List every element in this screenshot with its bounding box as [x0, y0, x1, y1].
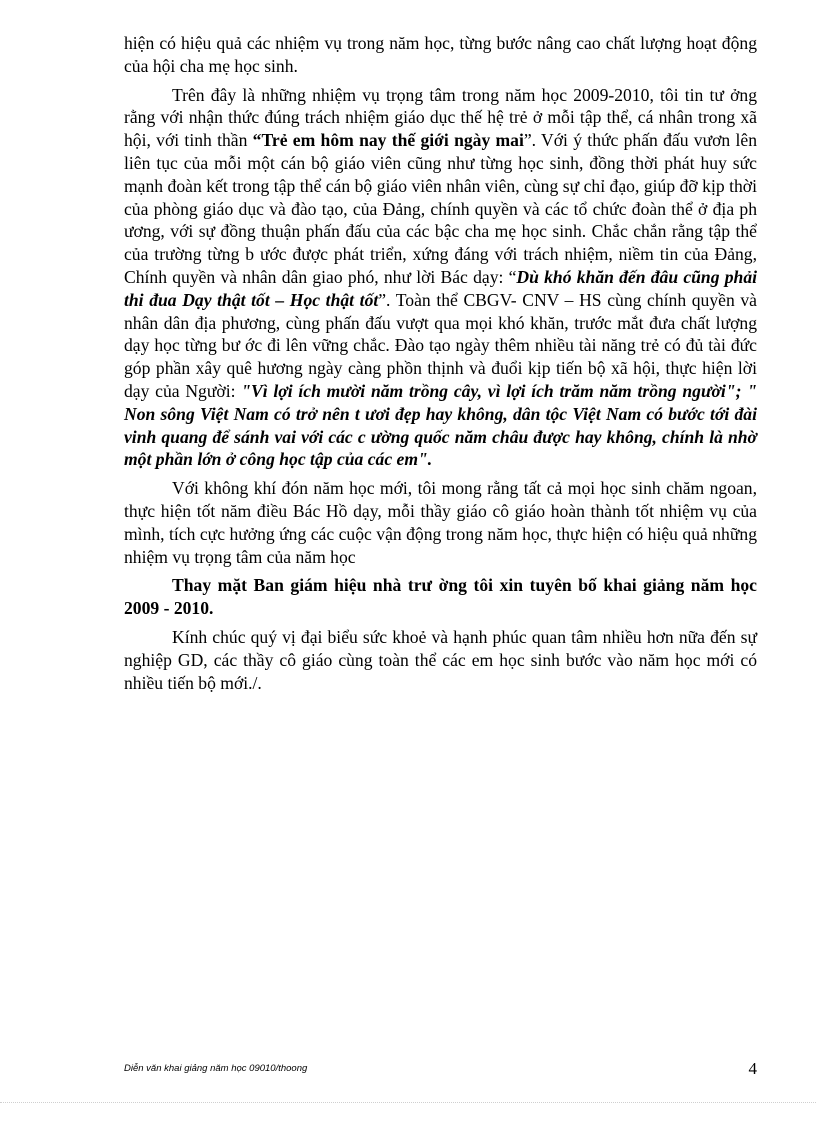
page-bottom-divider	[0, 1102, 816, 1103]
paragraph-main-text-1: Trên đây là những nhiệm vụ trọng tâm trong năm học 2009-2010, tôi tin tư ởng rằng với nhận thức đúng trách nhiệm giáo dục thế hệ trẻ ở mỗi tập thể, cá nhân trong xã hội, với tinh thần	[124, 84, 757, 151]
slogan-children: “Trẻ em hôm nay thế giới ngày mai	[252, 130, 524, 151]
paragraph-new-year: Với không khí đón năm học mới, tôi mong rằng tất cả mọi học sinh chăm ngoan, thực hiện tốt năm điều Bác Hồ dạy, mỗi thầy giáo cô giáo hoàn thành tốt nhiệm vụ của mình, tích cực hưởng ứng các cuộc vận động trong năm học, thực hiện có hiệu quả những nhiệm vụ trọng tâm của năm học	[124, 478, 757, 567]
paragraph-intro: hiện có hiệu quả các nhiệm vụ trong năm học, từng bước nâng cao chất lượng hoạt động của hội cha mẹ học sinh.	[124, 33, 757, 76]
paragraph-declaration: Thay mặt Ban giám hiệu nhà trư ờng tôi xin tuyên bố khai giảng năm học 2009 - 2010.	[124, 575, 757, 619]
paragraph-main-text-2: ”. Với ý thức phấn đấu vươn lên liên tục của mỗi một cán bộ giáo viên cũng như từng học sinh, đồng thời phát huy sức mạnh đoàn kết trong tập thể cán bộ giáo viên nhân viên, cùng sự chỉ đạo, giúp đỡ kịp thời của phòng giáo dục và đào tạo, của Đảng, chính quyền và các tổ chức đoàn thể ở địa ph ương, với sự đồng thuận phấn đấu của các bậc cha mẹ học sinh. Chắc chắn rằng tập thể của trường từng b ước được phát triển, xứng đáng với trách nhiệm, niềm tin của Đảng, Chính quyền và nhân dân giao phó, như lời Bác dạy: “	[124, 130, 758, 287]
quote-uncle-ho-teaching: Dù khó khăn đến đâu cũng phải thi đua Dạy thật tốt – Học thật tốt	[124, 266, 758, 310]
document-body	[124, 32, 757, 694]
quote-uncle-ho-people: "Vì lợi ích mười năm trồng cây, vì lợi ích trăm năm trồng người"; " Non sông Việt Nam có trở nên t ươi đẹp hay không, dân tộc Việt Nam có bước tới đài vinh quang để sánh vai với các c ường quốc năm châu được hay không, chính là nhờ một phần lớn ở công học tập của các em".	[124, 380, 757, 470]
footer-title: Diễn văn khai giảng năm học 09010/thoong	[124, 1063, 308, 1074]
page-number: 4	[748, 1059, 757, 1078]
paragraph-main-text-3: ”. Toàn thể CBGV- CNV – HS cùng chính quyền và nhân dân địa phương, cùng phấn đấu vượt qua mọi khó khăn, trước mắt đưa chất lượng dạy học từng bư ớc đi lên vững chắc. Đào tạo ngày thêm nhiều tài năng trẻ có đủ tài đức góp phần xây quê hương ngày càng phồn thịnh và đuổi kịp tiến bộ xã hội, thực hiện lời dạy của Người:	[124, 289, 757, 401]
paragraph-main	[124, 84, 757, 472]
page-footer	[124, 1059, 757, 1083]
paragraph-wishes: Kính chúc quý vị đại biểu sức khoẻ và hạnh phúc quan tâm nhiều hơn nữa đến sự nghiệp GD, các thầy cô giáo cùng toàn thể các em học sinh bước vào năm học mới có nhiều tiến bộ mới./.	[124, 626, 757, 693]
